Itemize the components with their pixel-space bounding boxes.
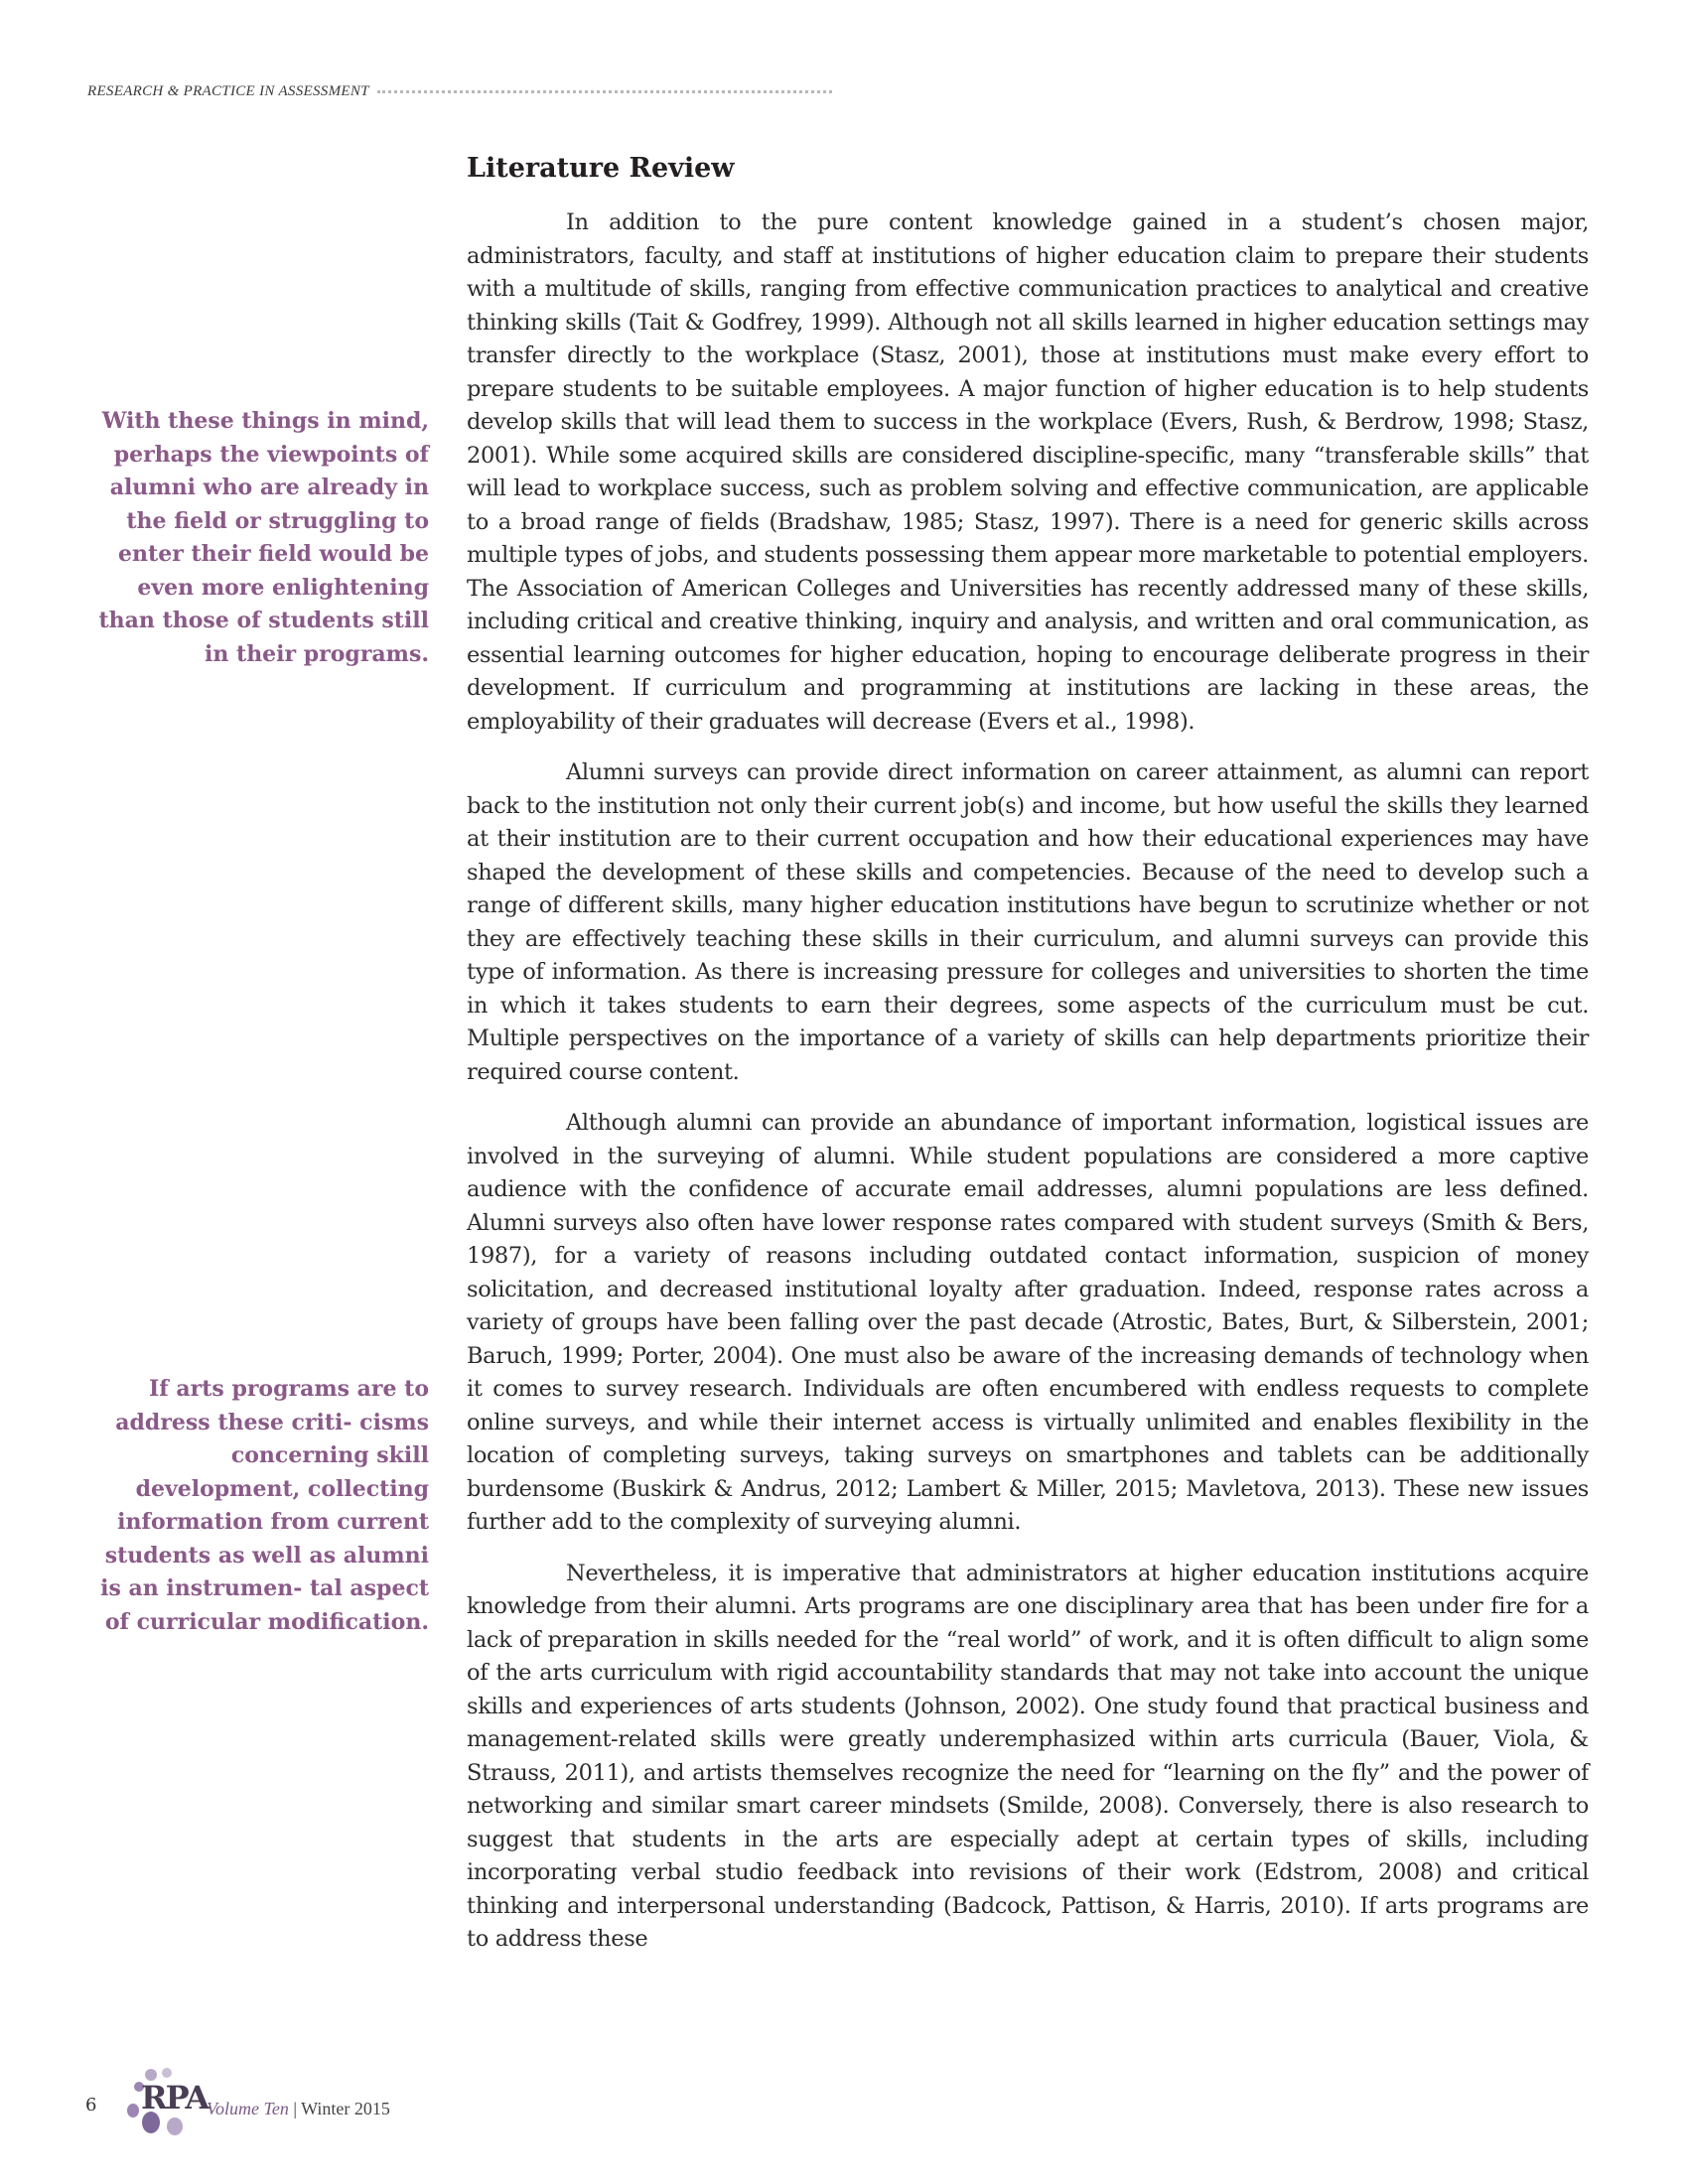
dotted-rule — [377, 90, 832, 93]
pull-quote-2: If arts programs are to address these criti- cisms concerning skill development, collecting information from current students as well as alumni is an instrumen- tal aspect of curricular modification. — [100, 1376, 429, 1635]
issue-label: Winter 2015 — [301, 2099, 390, 2118]
running-head — [87, 83, 832, 100]
volume-line — [207, 2099, 390, 2119]
paragraph-4: Nevertheless, it is imperative that administrators at higher education institutions acquire knowledge from their alumni. Arts programs are one disciplinary area that has been under fire for a lack of preparation in skills needed for the “real world” of work, and it is often difficult to align some of the arts curriculum with rigid accountability standards that may not take into account the unique skills and experiences of arts students (Johnson, 2002). One study found that practical business and management-related skills were greatly underemphasized within arts curricula (Bauer, Viola, & Strauss, 2011), and artists themselves recognize the need for “learning on the fly” and the power of networking and similar smart career mindsets (Smilde, 2008). Conversely, there is also research to suggest that students in the arts are especially adept at certain types of skills, including incorporating verbal studio feedback into revisions of their work (Edstrom, 2008) and critical thinking and interpersonal understanding (Badcock, Pattison, & Harris, 2010). If arts programs are to address these — [467, 1560, 1589, 1952]
page-footer — [48, 2065, 544, 2134]
section-title: Literature Review — [467, 153, 735, 184]
paragraph-1: In addition to the pure content knowledge gained in a student’s chosen major, administrators, faculty, and staff at institutions of higher education claim to prepare their students with a multitude of skills, ranging from effective communication practices to analytical and creative thinking skills (Tait & Godfrey, 1999). Although not all skills learned in higher education settings may transfer directly to the workplace (Stasz, 2001), those at institutions must make every effort to prepare students to be suitable employees. A major function of higher education is to help students develop skills that will lead them to success in the workplace (Evers, Rush, & Berdrow, 1998; Stasz, 2001). While some acquired skills are considered discipline-specific, many “transferable skills” that will lead to workplace success, such as problem solving and effective communication, are applicable to a broad range of fields (Bradshaw, 1985; Stasz, 1997). There is a need for generic skills across multiple types of jobs, and students possessing them appear more marketable to potential employers. The Association of American Colleges and Universities has recently addressed many of these skills, including critical and creative thinking, inquiry and analysis, and written and oral communication, as essential learning outcomes for higher education, hoping to encourage deliberate progress in their development. If curriculum and programming at institutions are lacking in these areas, the employability of their graduates will decrease (Evers et al., 1998). — [467, 209, 1589, 735]
logo-text: RPA — [141, 2079, 209, 2116]
body-text — [467, 206, 1589, 1975]
running-head-text: RESEARCH & PRACTICE IN ASSESSMENT — [87, 83, 369, 99]
volume-label: Volume Ten — [207, 2099, 289, 2118]
paragraph-2: Alumni surveys can provide direct information on career attainment, as alumni can report back to the institution not only their current job(s) and income, but how useful the skills they learned at their institution are to their current occupation and how their educational experiences may have shaped the development of these skills and competencies. Because of the need to develop such a range of different skills, many higher education institutions have begun to scrutinize whether or not they are effectively teaching these skills in their curriculum, and alumni surveys can provide this type of information. As there is increasing pressure for colleges and universities to shorten the time in which it takes students to earn their degrees, some aspects of the curriculum must be cut. Multiple perspectives on the importance of a variety of skills can help departments prioritize their required course content. — [467, 759, 1589, 1085]
paragraph-3: Although alumni can provide an abundance of important information, logistical issues are involved in the surveying of alumni. While student populations are considered a more captive audience with the confidence of accurate email addresses, alumni populations are less defined. Alumni surveys also often have lower response rates compared with student surveys (Smith & Bers, 1987), for a variety of reasons including outdated contact information, suspicion of money solicitation, and decreased institutional loyalty after graduation. Indeed, response rates across a variety of groups have been falling over the past decade (Atrostic, Bates, Burt, & Silberstein, 2001; Baruch, 1999; Porter, 2004). One must also be aware of the increasing demands of technology when it comes to survey research. Individuals are often encumbered with endless requests to complete online surveys, and while their internet access is virtually unlimited and enables flexibility in the location of completing surveys, taking surveys on smartphones and tablets can be additionally burdensome (Buskirk & Andrus, 2012; Lambert & Miller, 2015; Mavletova, 2013). These new issues further add to the complexity of surveying alumni. — [467, 1110, 1589, 1535]
volume-separator: | — [288, 2099, 302, 2118]
pull-quote-1: With these things in mind, perhaps the viewpoints of alumni who are already in the field or struggling to enter their field would be even more enlightening than those of students still in their programs. — [98, 408, 429, 667]
page-number: 6 — [85, 2095, 97, 2116]
